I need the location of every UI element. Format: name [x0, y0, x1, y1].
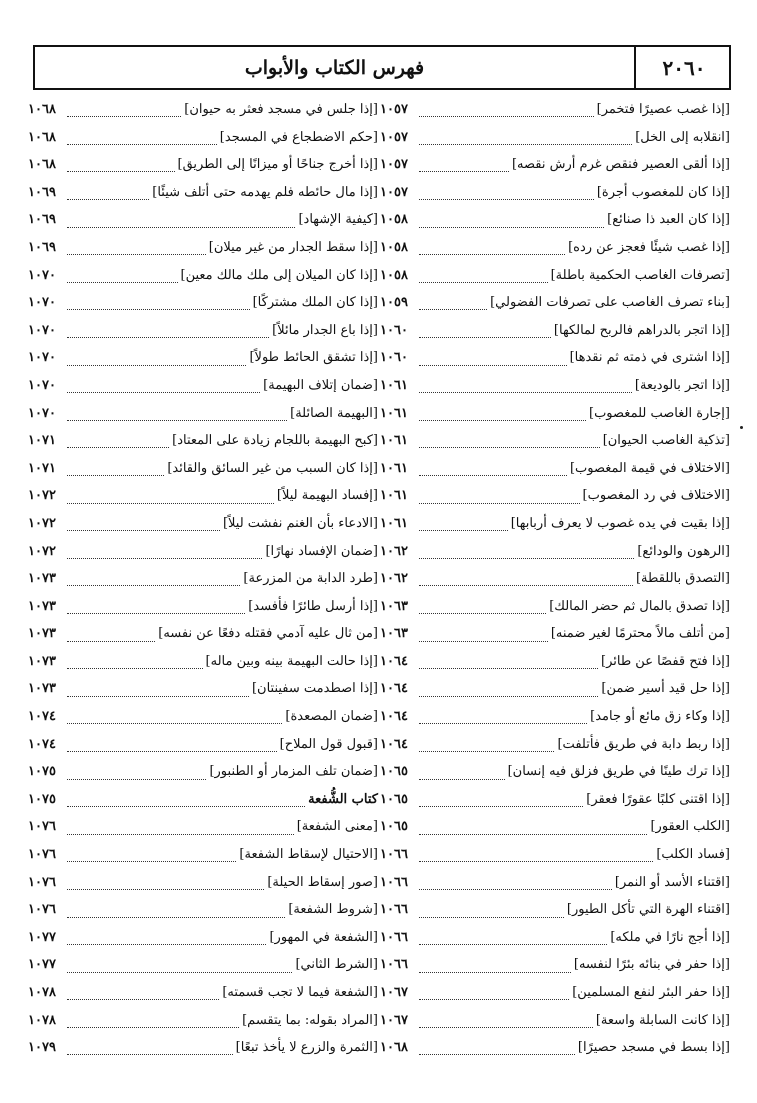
dot-leader — [67, 522, 220, 531]
entry-title: [ضمان إتلاف البهيمة] — [263, 377, 378, 393]
entry-title: [ضمان الإفساد نهارًا] — [265, 543, 378, 559]
entry-title: [إذا اقتنى كلبًا عقورًا فعقر] — [586, 791, 730, 807]
index-entry — [380, 648, 730, 676]
entry-title: [إذا اشترى في ذمته ثم نقدها] — [569, 350, 730, 366]
entry-title: [بناء تصرف الغاصب على تصرفات الفضولي] — [490, 295, 730, 311]
index-entry — [28, 593, 378, 621]
index-entry — [380, 869, 730, 897]
entry-page-number: ١٠٦٤ — [380, 653, 408, 669]
entry-page-number: ١٠٥٧ — [380, 129, 408, 145]
entry-title: [إذا بقيت في يده غصوب لا يعرف أربابها] — [510, 515, 730, 531]
entry-title: [إذا جلس في مسجد فعثر به حيوان] — [184, 102, 378, 117]
index-entry — [28, 786, 378, 814]
entry-title: [إذا كان العبد ذا صنائع] — [607, 212, 730, 228]
index-entry — [28, 400, 378, 428]
index-entry — [380, 510, 730, 538]
dot-leader — [419, 909, 564, 918]
entry-title: [تذكية الغاصب الحيوان] — [602, 433, 730, 449]
entry-page-number: ١٠٧٢ — [28, 515, 56, 531]
entry-title: [التصدق باللقطة] — [635, 571, 730, 587]
entry-title: [الشفعة في المهور] — [269, 929, 378, 945]
index-entry — [28, 924, 378, 952]
entry-title: [كيفية الإشهاد] — [298, 212, 378, 228]
dot-leader — [67, 163, 175, 172]
dot-leader — [67, 633, 155, 642]
index-entry — [28, 289, 378, 317]
entry-title: [إذا ربط دابة في طريق فأتلفت] — [557, 736, 730, 752]
index-entry — [380, 96, 730, 124]
dot-leader — [419, 991, 569, 1000]
dot-leader — [419, 688, 598, 697]
dot-leader — [419, 108, 594, 117]
entry-page-number: ١٠٧٥ — [28, 764, 56, 780]
index-entry — [380, 427, 730, 455]
entry-title: [إذا كان للمغصوب أجرة] — [596, 184, 730, 200]
entry-title: [إذا أرسل طائرًا فأفسد] — [248, 598, 378, 614]
entry-title: [المراد بقوله: بما يتقسم] — [242, 1012, 378, 1028]
dot-leader — [419, 274, 548, 283]
entry-title: [إذا كان الميلان إلى ملك مالك معين] — [180, 267, 378, 283]
dot-leader — [419, 522, 508, 531]
entry-title: [الرهون والودائع] — [637, 543, 730, 559]
dot-leader — [419, 246, 565, 255]
page-number: ٢٠٦٠ — [662, 55, 706, 80]
entry-page-number: ١٠٦٥ — [380, 764, 408, 780]
entry-title: [إذا أجج نارًا في ملكه] — [610, 929, 730, 945]
entry-page-number: ١٠٧٦ — [28, 847, 56, 863]
entry-page-number: ١٠٧٣ — [28, 681, 56, 697]
index-entry — [28, 455, 378, 483]
entry-title: [إذا حفر البئر لنفع المسلمين] — [572, 985, 730, 1000]
entry-title: [الثمرة والزرع لا يأخذ تبعًا] — [235, 1040, 378, 1056]
dot-leader — [419, 301, 487, 310]
entry-page-number: ١٠٦٩ — [28, 184, 56, 200]
index-entry — [28, 372, 378, 400]
section-heading: كتاب الشُّفعة — [308, 791, 378, 807]
entry-page-number: ١٠٧٩ — [28, 1040, 56, 1056]
entry-page-number: ١٠٦٦ — [380, 957, 408, 973]
index-entry — [380, 813, 730, 841]
entry-page-number: ١٠٥٨ — [380, 212, 408, 228]
dot-leader — [419, 577, 633, 586]
dot-leader — [419, 936, 607, 945]
dot-leader — [67, 495, 274, 504]
entry-page-number: ١٠٧٢ — [28, 488, 56, 504]
dot-leader — [419, 384, 632, 393]
entry-title: [إذا اتجر بالدراهم فالربح لمالكها] — [553, 322, 730, 338]
entry-title: [معنى الشفعة] — [296, 819, 378, 835]
page-title: فهرس الكتاب والأبواب — [244, 56, 425, 79]
entry-title: [الكلب العقور] — [650, 819, 730, 835]
entry-page-number: ١٠٧٤ — [28, 709, 56, 725]
entry-page-number: ١٠٦٤ — [380, 709, 408, 725]
entry-title: [تصرفات الغاصب الحكمية باطلة] — [550, 267, 730, 283]
entry-page-number: ١٠٧٨ — [28, 1012, 56, 1028]
dot-leader — [67, 936, 266, 945]
entry-title: [إذا كان الملك مشتركًا] — [252, 295, 378, 311]
entry-title: [قبول قول الملاح] — [279, 736, 378, 752]
entry-page-number: ١٠٦٨ — [28, 157, 56, 173]
dot-leader — [67, 853, 236, 862]
entry-title: [إذا تصدق بالمال ثم حضر المالك] — [549, 598, 730, 614]
dot-leader — [67, 660, 203, 669]
index-entry — [380, 179, 730, 207]
index-column-right — [380, 96, 730, 1076]
entry-title: [طرد الدابة من المزرعة] — [243, 571, 378, 587]
entry-title: [إذا وكاء زق مائع أو جامد] — [590, 709, 730, 725]
dot-leader — [67, 136, 217, 145]
dot-leader — [67, 246, 206, 255]
index-entry — [380, 758, 730, 786]
dot-leader — [67, 771, 206, 780]
entry-page-number: ١٠٦٦ — [380, 874, 408, 890]
page-header — [33, 45, 731, 90]
entry-title: [إذا مال حائطه فلم يهدمه حتى أتلف شيئًا] — [152, 184, 378, 200]
dot-leader — [67, 881, 264, 890]
entry-title: [الاختلاف في رد المغصوب] — [582, 488, 730, 504]
entry-title: [إذا ترك طينًا في طريق فزلق فيه إنسان] — [507, 764, 730, 780]
index-entry — [380, 703, 730, 731]
dot-leader — [419, 136, 632, 145]
index-entry — [380, 482, 730, 510]
index-entry — [28, 206, 378, 234]
entry-page-number: ١٠٥٧ — [380, 157, 408, 173]
dot-leader — [419, 633, 548, 642]
entry-page-number: ١٠٦٦ — [380, 902, 408, 918]
index-entry — [380, 206, 730, 234]
index-entry — [380, 372, 730, 400]
index-entry — [28, 427, 378, 455]
dot-leader — [419, 1046, 575, 1055]
index-entry — [28, 124, 378, 152]
dot-leader — [67, 1046, 233, 1055]
index-entry — [28, 96, 378, 124]
dot-leader — [67, 301, 250, 310]
entry-title: [إذا اصطدمت سفينتان] — [251, 681, 378, 697]
entry-page-number: ١٠٧٠ — [28, 267, 56, 283]
header-divider — [634, 47, 636, 88]
dot-leader — [67, 577, 240, 586]
entry-page-number: ١٠٧٢ — [28, 543, 56, 559]
index-entry — [380, 593, 730, 621]
dot-leader — [67, 1019, 239, 1028]
entry-page-number: ١٠٧٠ — [28, 350, 56, 366]
entry-page-number: ١٠٧٣ — [28, 626, 56, 642]
index-entry — [380, 841, 730, 869]
dot-leader — [419, 550, 634, 559]
entry-page-number: ١٠٧٨ — [28, 985, 56, 1000]
entry-title: [إذا كانت السابلة واسعة] — [595, 1012, 730, 1028]
entry-title: [إذا غصب عصيرًا فتخمر] — [596, 102, 730, 117]
entry-title: [الشرط الثاني] — [295, 957, 378, 973]
dot-leader — [67, 467, 164, 476]
entry-page-number: ١٠٧٦ — [28, 819, 56, 835]
dot-leader — [419, 826, 647, 835]
dot-leader — [67, 743, 277, 752]
entry-page-number: ١٠٧٠ — [28, 322, 56, 338]
index-entry — [28, 317, 378, 345]
index-entry — [28, 869, 378, 897]
entry-page-number: ١٠٧٣ — [28, 653, 56, 669]
entry-page-number: ١٠٦٦ — [380, 847, 408, 863]
dot-leader — [67, 909, 285, 918]
entry-page-number: ١٠٧٠ — [28, 405, 56, 421]
index-entry — [380, 538, 730, 566]
dot-leader — [67, 688, 249, 697]
entry-page-number: ١٠٧٧ — [28, 929, 56, 945]
index-entry — [380, 344, 730, 372]
index-entry — [380, 1034, 730, 1062]
entry-page-number: ١٠٦١ — [380, 488, 408, 504]
entry-title: [الشفعة فيما لا تجب قسمته] — [222, 985, 378, 1000]
dot-leader — [67, 826, 294, 835]
dot-leader — [419, 1019, 593, 1028]
index-entry — [28, 675, 378, 703]
entry-page-number: ١٠٦٠ — [380, 322, 408, 338]
entry-title: [ضمان المصعدة] — [285, 709, 378, 725]
entry-page-number: ١٠٧٧ — [28, 957, 56, 973]
dot-leader — [67, 715, 282, 724]
entry-page-number: ١٠٧٠ — [28, 295, 56, 311]
entry-title: [إذا تشقق الحائط طولاً] — [249, 350, 378, 366]
entry-title: [إذا باع الجدار مائلاً] — [272, 322, 378, 338]
index-entry — [28, 620, 378, 648]
entry-title: [من أتلف مالاً محترمًا لغير ضمنه] — [550, 626, 730, 642]
index-entry — [380, 786, 730, 814]
entry-title: [انقلابه إلى الخل] — [635, 129, 730, 145]
dot-leader — [67, 384, 260, 393]
entry-page-number: ١٠٧٥ — [28, 791, 56, 807]
index-entry — [28, 648, 378, 676]
index-entry — [28, 951, 378, 979]
entry-page-number: ١٠٧٠ — [28, 377, 56, 393]
entry-page-number: ١٠٦٣ — [380, 598, 408, 614]
index-entry — [28, 731, 378, 759]
index-entry — [380, 951, 730, 979]
dot-leader — [419, 412, 586, 421]
index-entry — [28, 344, 378, 372]
entry-title: [إجارة الغاصب للمغصوب] — [589, 405, 730, 421]
index-entry — [380, 262, 730, 290]
index-entry — [28, 979, 378, 1007]
entry-page-number: ١٠٧٣ — [28, 571, 56, 587]
index-entry — [380, 317, 730, 345]
index-entry — [28, 841, 378, 869]
dot-leader — [419, 191, 594, 200]
entry-page-number: ١٠٥٧ — [380, 102, 408, 117]
dot-leader — [67, 274, 178, 283]
dot-leader — [67, 964, 292, 973]
entry-page-number: ١٠٦٩ — [28, 239, 56, 255]
entry-page-number: ١٠٦٢ — [380, 543, 408, 559]
index-entry — [380, 731, 730, 759]
dot-leader — [67, 991, 219, 1000]
index-entry — [28, 758, 378, 786]
dot-leader — [419, 881, 612, 890]
entry-title: [إذا حفر في بنائه بئرًا لنفسه] — [573, 957, 730, 973]
dot-leader — [67, 605, 245, 614]
entry-title: [الادعاء بأن الغنم نفشت ليلاً] — [222, 515, 378, 531]
dot-leader — [419, 467, 567, 476]
entry-page-number: ١٠٦١ — [380, 460, 408, 476]
entry-page-number: ١٠٦١ — [380, 433, 408, 449]
entry-page-number: ١٠٦٨ — [380, 1040, 408, 1056]
entry-page-number: ١٠٦٤ — [380, 681, 408, 697]
index-entry — [380, 620, 730, 648]
dot-leader — [67, 329, 269, 338]
entry-page-number: ١٠٧٦ — [28, 874, 56, 890]
entry-title: [ضمان تلف المزمار أو الطنبور] — [209, 764, 378, 780]
entry-page-number: ١٠٧١ — [28, 460, 56, 476]
index-entry — [28, 510, 378, 538]
entry-page-number: ١٠٦١ — [380, 377, 408, 393]
entry-page-number: ١٠٦٧ — [380, 985, 408, 1000]
dot-leader — [419, 798, 583, 807]
entry-title: [إذا اتجر بالوديعة] — [634, 377, 730, 393]
entry-page-number: ١٠٥٨ — [380, 239, 408, 255]
entry-page-number: ١٠٦٦ — [380, 929, 408, 945]
dot-leader — [67, 357, 246, 366]
entry-title: [اقتناء الهرة التي تأكل الطيور] — [566, 902, 730, 918]
index-entry — [380, 124, 730, 152]
index-entry — [380, 565, 730, 593]
entry-page-number: ١٠٦٥ — [380, 819, 408, 835]
entry-page-number: ١٠٦٩ — [28, 212, 56, 228]
index-entry — [380, 234, 730, 262]
dot-leader — [419, 495, 580, 504]
index-entry — [380, 289, 730, 317]
dot-leader — [419, 743, 554, 752]
index-entry — [28, 482, 378, 510]
entry-title: [إذا فتح قفصًا عن طائر] — [601, 653, 730, 669]
dot-leader — [419, 853, 653, 862]
dot-leader — [419, 329, 551, 338]
index-entry — [380, 675, 730, 703]
entry-title: [فساد الكلب] — [656, 847, 730, 863]
index-entry — [380, 455, 730, 483]
dot-leader — [67, 550, 262, 559]
entry-page-number: ١٠٦٢ — [380, 571, 408, 587]
entry-page-number: ١٠٦٥ — [380, 791, 408, 807]
entry-page-number: ١٠٧١ — [28, 433, 56, 449]
entry-title: [إذا كان السبب من غير السائق والقائد] — [167, 460, 378, 476]
dot-leader — [419, 715, 587, 724]
index-entry — [28, 1034, 378, 1062]
entry-title: [إفساد البهيمة ليلاً] — [276, 488, 378, 504]
index-entry — [380, 924, 730, 952]
index-entry — [28, 179, 378, 207]
entry-title: [إذا أخرج جناحًا أو ميزانًا إلى الطريق] — [177, 157, 378, 173]
entry-title: [حكم الاضطجاع في المسجد] — [219, 129, 378, 145]
entry-title: [من ثال عليه آدمي فقتله دفعًا عن نفسه] — [158, 626, 378, 642]
entry-title: [الاختلاف في قيمة المغصوب] — [569, 460, 730, 476]
index-entry — [28, 565, 378, 593]
dot-leader — [67, 191, 149, 200]
entry-title: [إذا غصب شيئًا فعجز عن رده] — [568, 239, 730, 255]
entry-title: [اقتناء الأسد أو النمر] — [614, 874, 730, 890]
dot-leader — [419, 605, 546, 614]
dot-leader — [419, 771, 505, 780]
dot-leader — [67, 219, 295, 228]
index-entry — [28, 151, 378, 179]
index-entry — [380, 979, 730, 1007]
index-entry — [28, 234, 378, 262]
entry-title: [إذا بسط في مسجد حصيرًا] — [577, 1040, 730, 1056]
entry-title: [إذا حالت البهيمة بينه وبين ماله] — [205, 653, 378, 669]
index-entry — [28, 896, 378, 924]
dot-leader — [419, 439, 600, 448]
entry-page-number: ١٠٥٨ — [380, 267, 408, 283]
index-entry — [380, 400, 730, 428]
index-entry — [28, 1007, 378, 1035]
index-entry — [380, 896, 730, 924]
entry-page-number: ١٠٦٠ — [380, 350, 408, 366]
entry-title: [الاحتيال لإسقاط الشفعة] — [239, 847, 378, 863]
dot-leader — [419, 660, 598, 669]
dot-leader — [67, 439, 169, 448]
entry-title: [شروط الشفعة] — [288, 902, 378, 918]
entry-page-number: ١٠٥٩ — [380, 295, 408, 311]
dot-leader — [67, 108, 181, 117]
entry-title: [صور إسقاط الحيلة] — [267, 874, 378, 890]
entry-page-number: ١٠٦١ — [380, 405, 408, 421]
dot-leader — [67, 412, 287, 421]
entry-page-number: ١٠٦١ — [380, 515, 408, 531]
entry-page-number: ١٠٧٦ — [28, 902, 56, 918]
dot-leader — [419, 219, 604, 228]
scan-speck — [740, 426, 743, 429]
index-entry — [28, 262, 378, 290]
entry-page-number: ١٠٦٨ — [28, 102, 56, 117]
entry-title: [إذا سقط الجدار من غير ميلان] — [208, 239, 378, 255]
entry-title: [إذا حل قيد أسير ضمن] — [601, 681, 730, 697]
index-column-left — [28, 96, 378, 1076]
dot-leader — [419, 357, 567, 366]
entry-page-number: ١٠٥٧ — [380, 184, 408, 200]
entry-page-number: ١٠٦٤ — [380, 736, 408, 752]
entry-page-number: ١٠٦٧ — [380, 1012, 408, 1028]
entry-title: [البهيمة الصائلة] — [290, 405, 378, 421]
entry-title: [إذا ألقى العصير فنقص غرم أرش نقصه] — [511, 157, 730, 173]
index-entry — [28, 813, 378, 841]
entry-page-number: ١٠٧٤ — [28, 736, 56, 752]
index-entry — [380, 151, 730, 179]
dot-leader — [67, 798, 305, 807]
entry-page-number: ١٠٦٨ — [28, 129, 56, 145]
entry-title: [كبح البهيمة باللجام زيادة على المعتاد] — [172, 433, 378, 449]
dot-leader — [419, 163, 509, 172]
index-entry — [28, 703, 378, 731]
entry-page-number: ١٠٦٣ — [380, 626, 408, 642]
index-entry — [380, 1007, 730, 1035]
index-entry — [28, 538, 378, 566]
entry-page-number: ١٠٧٣ — [28, 598, 56, 614]
dot-leader — [419, 964, 571, 973]
